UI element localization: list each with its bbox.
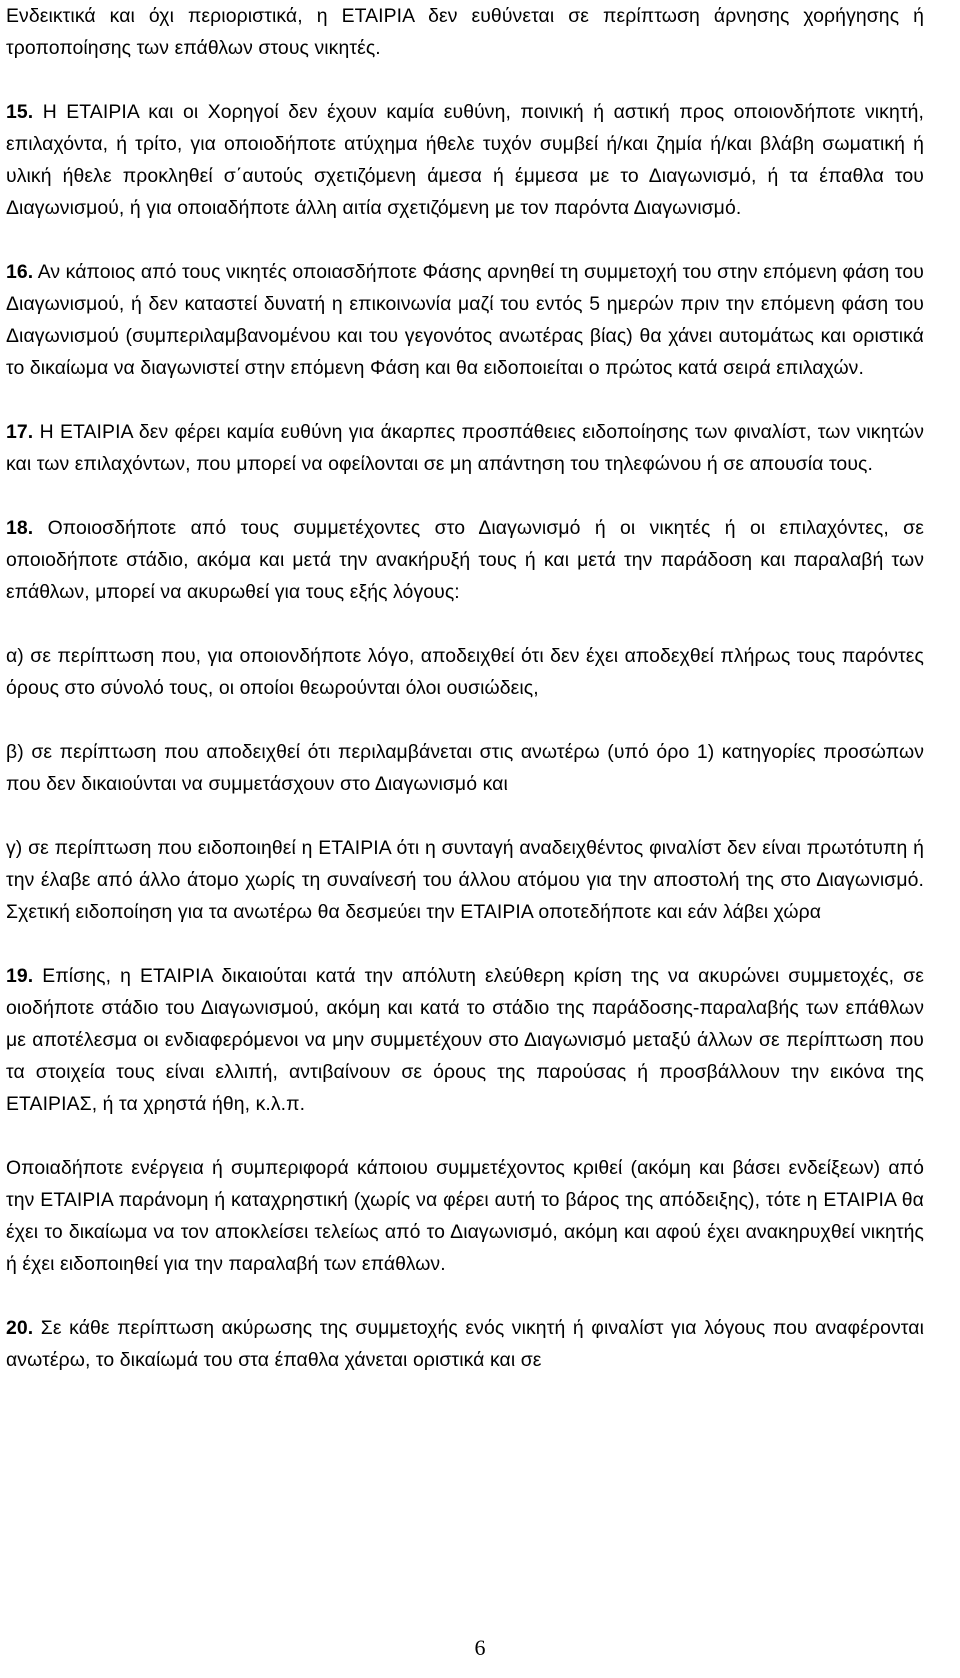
section-number: 19.: [6, 965, 34, 987]
document-page: [6, 0, 924, 1376]
conduct-paragraph: Οποιαδήποτε ενέργεια ή συμπεριφορά κάποιου συμμετέχοντος κριθεί (ακόμη και βάσει ενδείξεων) από την ΕΤΑΙΡΙΑ παράνομη ή καταχρηστική (χωρίς να φέρει αυτή το βάρος της απόδειξης), τότε η ΕΤΑΙΡΙΑ θα έχει το δικαίωμα να τον αποκλείσει τελείως από το Διαγωνισμό, ακόμη και αφού έχει ανακηρυχθεί νικητής ή έχει ειδοποιηθεί για την παραλαβή των επάθλων.: [6, 1157, 924, 1275]
section-16: [6, 256, 924, 384]
section-text: Αν κάποιος από τους νικητές οποιασδήποτε Φάσης αρνηθεί τη συμμετοχή του στην επόμενη φάση του Διαγωνισμού, ή δεν καταστεί δυνατή η επικοινωνία μαζί του εντός 5 ημερών πριν την επόμενη φάση του Διαγωνισμού (συμπεριλαμβανομένου και του γεγονότος ανωτέρας βίας) θα χάνει αυτομάτως και οριστικά το δικαίωμα να διαγωνιστεί στην επόμενη Φάση και θα ειδοποιείται ο πρώτος κατά σειρά επιλαχών.: [6, 261, 925, 379]
section-number: 16.: [6, 261, 34, 283]
section-19: [6, 960, 924, 1120]
section-text: Η ΕΤΑΙΡΙΑ δεν φέρει καμία ευθύνη για άκαρπες προσπάθειες ειδοποίησης των φιναλίστ, των νικητών και των επιλαχόντων, που μπορεί να οφείλονται σε μη απάντηση του τηλεφώνου ή σε απουσία τους.: [6, 421, 924, 475]
section-text: Οποιοσδήποτε από τους συμμετέχοντες στο Διαγωνισμό ή οι νικητές ή οι επιλαχόντες, σε οποιοδήποτε στάδιο, ακόμα και μετά την ανακήρυξή τους ή και μετά την παράδοση και παραλαβή των επάθλων, μπορεί να ακυρωθεί για τους εξής λόγους:: [6, 517, 924, 603]
list-item-c: γ) σε περίπτωση που ειδοποιηθεί η ΕΤΑΙΡΙΑ ότι η συνταγή αναδειχθέντος φιναλίστ δεν είναι πρωτότυπη ή την έλαβε από άλλο άτομο χωρίς τη συναίνεσή του άλλου ατόμου για την αποστολή της στο Διαγωνισμό. Σχετική ειδοποίηση για τα ανωτέρω θα δεσμεύει την ΕΤΑΙΡΙΑ οποτεδήποτε και εάν λάβει χώρα: [6, 837, 924, 923]
page-number: 6: [474, 1635, 486, 1660]
section-text: Σε κάθε περίπτωση ακύρωσης της συμμετοχής ενός νικητή ή φιναλίστ για λόγους που αναφέρονται ανωτέρω, το δικαίωμά του στα έπαθλα χάνεται οριστικά και σε: [6, 1317, 924, 1371]
section-text: Επίσης, η ΕΤΑΙΡΙΑ δικαιούται κατά την απόλυτη ελεύθερη κρίση της να ακυρώνει συμμετοχές, σε οιοδήποτε στάδιο του Διαγωνισμού, ακόμη και κατά το στάδιο της παράδοσης-παραλαβής των επάθλων με αποτέλεσμα οι ενδιαφερόμενοι να μην συμμετέχουν στο Διαγωνισμό μεταξύ άλλων σε περίπτωση που τα στοιχεία τους είναι ελλιπή, αντιβαίνουν σε όρους της παρούσας ή προσβάλλουν την εικόνα της ΕΤΑΙΡΙΑΣ, ή τα χρηστά ήθη, κ.λ.π.: [6, 965, 924, 1115]
section-number: 17.: [6, 421, 34, 443]
section-15: [6, 96, 924, 224]
list-item-b: β) σε περίπτωση που αποδειχθεί ότι περιλαμβάνεται στις ανωτέρω (υπό όρο 1) κατηγορίες προσώπων που δεν δικαιούνται να συμμετάσχουν στο Διαγωνισμό και: [6, 741, 924, 795]
section-number: 15.: [6, 101, 34, 123]
intro-paragraph: Ενδεικτικά και όχι περιοριστικά, η ΕΤΑΙΡΙΑ δεν ευθύνεται σε περίπτωση άρνησης χορήγησης ή τροποποίησης των επάθλων στους νικητές.: [6, 5, 924, 59]
section-text: Η ΕΤΑΙΡΙΑ και οι Χορηγοί δεν έχουν καμία ευθύνη, ποινική ή αστική προς οποιονδήποτε νικητή, επιλαχόντα, ή τρίτο, για οποιοδήποτε ατύχημα ήθελε τυχόν συμβεί ή/και ζημία ή/και βλάβη σωματική ή υλική ήθελε προκληθεί σ΄αυτούς σχετιζόμενη άμεσα ή έμμεσα με το Διαγωνισμό, ή τα έπαθλα του Διαγωνισμού, ή για οποιαδήποτε άλλη αιτία σχετιζόμενη με τον παρόντα Διαγωνισμό.: [6, 101, 924, 219]
section-17: [6, 416, 924, 480]
section-number: 20.: [6, 1317, 34, 1339]
section-18: [6, 512, 924, 608]
list-item-a: α) σε περίπτωση που, για οποιονδήποτε λόγο, αποδειχθεί ότι δεν έχει αποδεχθεί πλήρως τους παρόντες όρους στο σύνολό τους, οι οποίοι θεωρούνται όλοι ουσιώδεις,: [6, 645, 924, 699]
section-number: 18.: [6, 517, 34, 539]
section-20: [6, 1312, 924, 1376]
